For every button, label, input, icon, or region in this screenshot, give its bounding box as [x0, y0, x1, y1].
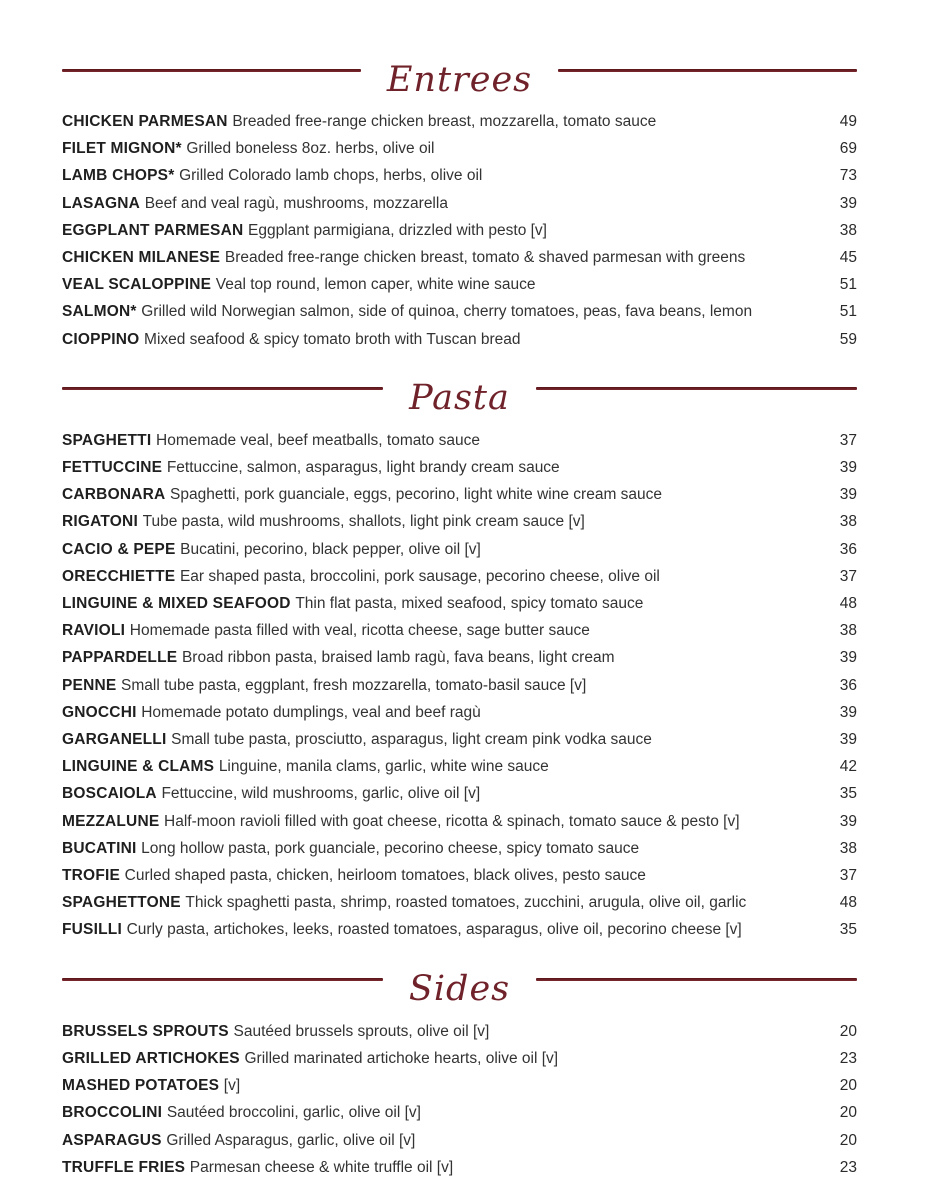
menu-item-text	[62, 1045, 558, 1072]
menu-item-row	[62, 563, 857, 590]
menu-item-text	[62, 162, 482, 189]
menu-item-row	[62, 726, 857, 753]
section-title: Entrees	[386, 59, 533, 100]
header-rule-right	[558, 69, 857, 72]
item-price: 42	[839, 758, 857, 776]
item-price: 36	[839, 540, 857, 558]
item-price: 20	[839, 1104, 857, 1122]
menu-item-row	[62, 298, 857, 325]
menu-item-text	[62, 454, 560, 481]
section-header	[62, 954, 857, 1010]
item-price: 48	[839, 894, 857, 912]
item-description: Ear shaped pasta, broccolini, pork sausage, pecorino cheese, olive oil	[179, 567, 660, 585]
item-description: Tube pasta, wild mushrooms, shallots, light pink cream sauce [v]	[142, 513, 585, 531]
item-price: 59	[839, 330, 857, 348]
item-description: Eggplant parmigiana, drizzled with pesto [v]	[248, 221, 547, 239]
menu-item-text	[62, 1018, 489, 1045]
item-description: Sautéed broccolini, garlic, olive oil [v]	[166, 1104, 421, 1122]
item-description: Beef and veal ragù, mushrooms, mozzarella	[144, 194, 448, 212]
menu-item-text	[62, 590, 643, 617]
menu-item-text	[62, 1154, 453, 1181]
item-name: FUSILLI	[62, 921, 122, 939]
menu-item-text	[62, 644, 614, 671]
item-price: 20	[839, 1022, 857, 1040]
item-name: SALMON*	[62, 303, 137, 321]
menu-item-text	[62, 1072, 240, 1099]
item-price: 20	[839, 1131, 857, 1149]
item-name: LAMB CHOPS*	[62, 167, 175, 185]
menu-item-text	[62, 916, 742, 943]
menu-item-row	[62, 481, 857, 508]
item-description: Breaded free-range chicken breast, mozzarella, tomato sauce	[232, 113, 657, 130]
item-name: SPAGHETTONE	[62, 894, 181, 912]
menu-item-row	[62, 1018, 857, 1045]
item-description: Grilled Asparagus, garlic, olive oil [v]	[166, 1131, 416, 1149]
menu-item-text	[62, 271, 535, 298]
menu-item-text	[62, 780, 480, 807]
item-description: Breaded free-range chicken breast, tomato & shaved parmesan with greens	[224, 249, 746, 267]
item-name: PAPPARDELLE	[62, 649, 178, 667]
menu-item-row	[62, 1045, 857, 1072]
item-name: SPAGHETTI	[62, 431, 152, 449]
item-name: CARBONARA	[62, 486, 166, 504]
menu-item-row	[62, 135, 857, 162]
item-name: RIGATONI	[62, 513, 138, 531]
item-name: ORECCHIETTE	[62, 567, 176, 585]
menu-item-row	[62, 590, 857, 617]
item-description: Bucatini, pecorino, black pepper, olive oil [v]	[180, 540, 481, 558]
section-header	[62, 363, 857, 419]
menu-item-text	[62, 326, 521, 353]
menu-item-row	[62, 326, 857, 353]
item-price: 39	[839, 649, 857, 667]
item-description: Grilled wild Norwegian salmon, side of quinoa, cherry tomatoes, peas, fava beans, lemon	[141, 303, 753, 321]
menu-item-row	[62, 835, 857, 862]
menu-item-row	[62, 190, 857, 217]
item-description: Small tube pasta, eggplant, fresh mozzarella, tomato-basil sauce [v]	[121, 676, 587, 694]
menu-item-row	[62, 672, 857, 699]
menu-section	[62, 363, 857, 944]
item-name: CHICKEN PARMESAN	[62, 113, 228, 130]
item-description: Grilled Colorado lamb chops, herbs, olive oil	[179, 167, 483, 185]
item-price: 37	[839, 431, 857, 449]
item-price: 39	[839, 459, 857, 477]
section-title: Pasta	[409, 378, 510, 419]
menu-item-text	[62, 699, 481, 726]
item-name: BROCCOLINI	[62, 1104, 163, 1122]
item-price: 69	[839, 140, 857, 158]
item-price: 73	[839, 167, 857, 185]
item-name: GARGANELLI	[62, 731, 167, 749]
item-name: BUCATINI	[62, 839, 137, 857]
menu-item-row	[62, 427, 857, 454]
section-title: Sides	[408, 969, 511, 1010]
item-price: 49	[839, 113, 857, 130]
item-description: Grilled boneless 8oz. herbs, olive oil	[186, 140, 435, 158]
item-name: BRUSSELS SPROUTS	[62, 1022, 229, 1040]
menu-item-row	[62, 217, 857, 244]
item-price: 38	[839, 839, 857, 857]
item-name: FETTUCCINE	[62, 459, 163, 477]
item-description: Fettuccine, wild mushrooms, garlic, olive oil [v]	[161, 785, 481, 803]
item-description: Veal top round, lemon caper, white wine sauce	[215, 276, 536, 294]
menu-item-text	[62, 889, 746, 916]
item-name: ASPARAGUS	[62, 1131, 162, 1149]
item-price: 35	[839, 785, 857, 803]
menu-item-row	[62, 1154, 857, 1181]
item-description: Long hollow pasta, pork guanciale, pecorino cheese, spicy tomato sauce	[141, 839, 640, 857]
item-name: FILET MIGNON*	[62, 140, 182, 158]
menu-item-text	[62, 835, 639, 862]
item-price: 37	[839, 567, 857, 585]
item-description: Parmesan cheese & white truffle oil [v]	[189, 1158, 454, 1176]
menu-item-row	[62, 162, 857, 189]
menu-item-row	[62, 1072, 857, 1099]
header-rule-right	[536, 978, 857, 981]
item-description: Mixed seafood & spicy tomato broth with Tuscan bread	[144, 330, 521, 348]
item-description: Homemade pasta filled with veal, ricotta cheese, sage butter sauce	[129, 622, 590, 640]
section-items	[62, 1018, 857, 1181]
menu-item-row	[62, 916, 857, 943]
item-description: Curled shaped pasta, chicken, heirloom tomatoes, black olives, pesto sauce	[124, 867, 646, 885]
item-price: 39	[839, 703, 857, 721]
menu-item-text	[62, 617, 590, 644]
item-name: CHICKEN MILANESE	[62, 249, 221, 267]
item-name: LINGUINE & CLAMS	[62, 758, 215, 776]
item-description: Small tube pasta, prosciutto, asparagus, light cream pink vodka sauce	[171, 731, 652, 749]
menu-item-text	[62, 190, 448, 217]
header-rule-left	[62, 69, 361, 72]
item-description: Sautéed brussels sprouts, olive oil [v]	[233, 1022, 490, 1040]
item-description: Homemade potato dumplings, veal and beef ragù	[141, 703, 481, 721]
item-description: Spaghetti, pork guanciale, eggs, pecorino, light white wine cream sauce	[170, 486, 663, 504]
menu-item-text	[62, 862, 646, 889]
item-price: 39	[839, 486, 857, 504]
section-header	[62, 44, 857, 100]
menu-item-text	[62, 298, 752, 325]
section-items	[62, 427, 857, 944]
item-price: 51	[839, 276, 857, 294]
item-name: BOSCAIOLA	[62, 785, 157, 803]
item-name: RAVIOLI	[62, 622, 126, 640]
header-rule-left	[62, 978, 383, 981]
menu-item-row	[62, 108, 857, 135]
header-rule-left	[62, 387, 383, 390]
item-price: 38	[839, 622, 857, 640]
menu-item-text	[62, 726, 652, 753]
item-price: 45	[839, 249, 857, 267]
item-description: Linguine, manila clams, garlic, white wine sauce	[218, 758, 549, 776]
menu-item-text	[62, 427, 480, 454]
item-price: 35	[839, 921, 857, 939]
menu-item-row	[62, 889, 857, 916]
item-price: 48	[839, 595, 857, 613]
menu-item-text	[62, 808, 740, 835]
item-price: 23	[839, 1158, 857, 1176]
menu-item-text	[62, 108, 656, 135]
item-description: Thick spaghetti pasta, shrimp, roasted tomatoes, zucchini, arugula, olive oil, garlic	[185, 894, 747, 912]
item-price: 36	[839, 676, 857, 694]
menu-item-row	[62, 536, 857, 563]
menu-item-text	[62, 672, 586, 699]
item-price: 38	[839, 221, 857, 239]
menu-item-text	[62, 563, 660, 590]
item-price: 20	[839, 1077, 857, 1095]
item-description: Thin flat pasta, mixed seafood, spicy tomato sauce	[295, 595, 644, 613]
menu-item-row	[62, 780, 857, 807]
menu-item-row	[62, 862, 857, 889]
menu-item-row	[62, 508, 857, 535]
menu-item-text	[62, 1099, 421, 1126]
item-name: TROFIE	[62, 867, 121, 885]
menu-item-row	[62, 271, 857, 298]
menu-item-row	[62, 808, 857, 835]
item-description: Homemade veal, beef meatballs, tomato sauce	[156, 431, 480, 449]
item-name: GRILLED ARTICHOKES	[62, 1049, 240, 1067]
item-price: 39	[839, 812, 857, 830]
menu-item-text	[62, 481, 662, 508]
menu-item-text	[62, 508, 585, 535]
menu-item-row	[62, 244, 857, 271]
item-name: TRUFFLE FRIES	[62, 1158, 186, 1176]
item-description: Fettuccine, salmon, asparagus, light brandy cream sauce	[166, 459, 560, 477]
item-name: EGGPLANT PARMESAN	[62, 221, 244, 239]
item-description: Grilled marinated artichoke hearts, olive oil [v]	[244, 1049, 559, 1067]
menu-section	[62, 954, 857, 1181]
item-description: Half-moon ravioli filled with goat cheese, ricotta & spinach, tomato sauce & pesto [v]	[164, 812, 740, 830]
item-name: VEAL SCALOPPINE	[62, 276, 212, 294]
menu-item-text	[62, 217, 547, 244]
item-name: LINGUINE & MIXED SEAFOOD	[62, 595, 291, 613]
menu-item-text	[62, 536, 481, 563]
header-rule-right	[536, 387, 857, 390]
menu-item-row	[62, 617, 857, 644]
item-name: MEZZALUNE	[62, 812, 160, 830]
item-name: GNOCCHI	[62, 703, 137, 721]
item-description: Broad ribbon pasta, braised lamb ragù, fava beans, light cream	[181, 649, 615, 667]
menu-item-text	[62, 135, 435, 162]
menu-item-text	[62, 753, 549, 780]
item-price: 23	[839, 1049, 857, 1067]
menu-item-row	[62, 753, 857, 780]
menu-item-row	[62, 1099, 857, 1126]
item-price: 39	[839, 194, 857, 212]
item-name: CIOPPINO	[62, 330, 140, 348]
item-description: Curly pasta, artichokes, leeks, roasted tomatoes, asparagus, olive oil, pecorino cheese [v]	[126, 921, 742, 939]
item-name: PENNE	[62, 676, 117, 694]
item-price: 39	[839, 731, 857, 749]
menu-item-row	[62, 1127, 857, 1154]
item-name: CACIO & PEPE	[62, 540, 176, 558]
section-items	[62, 108, 857, 353]
item-price: 51	[839, 303, 857, 321]
menu-section	[62, 44, 857, 353]
menu-item-row	[62, 699, 857, 726]
item-price: 37	[839, 867, 857, 885]
item-description: [v]	[223, 1077, 241, 1095]
item-name: MASHED POTATOES	[62, 1077, 220, 1095]
menu-item-text	[62, 1127, 415, 1154]
menu-item-text	[62, 244, 745, 271]
item-price: 38	[839, 513, 857, 531]
menu-item-row	[62, 644, 857, 671]
menu-item-row	[62, 454, 857, 481]
item-name: LASAGNA	[62, 194, 141, 212]
